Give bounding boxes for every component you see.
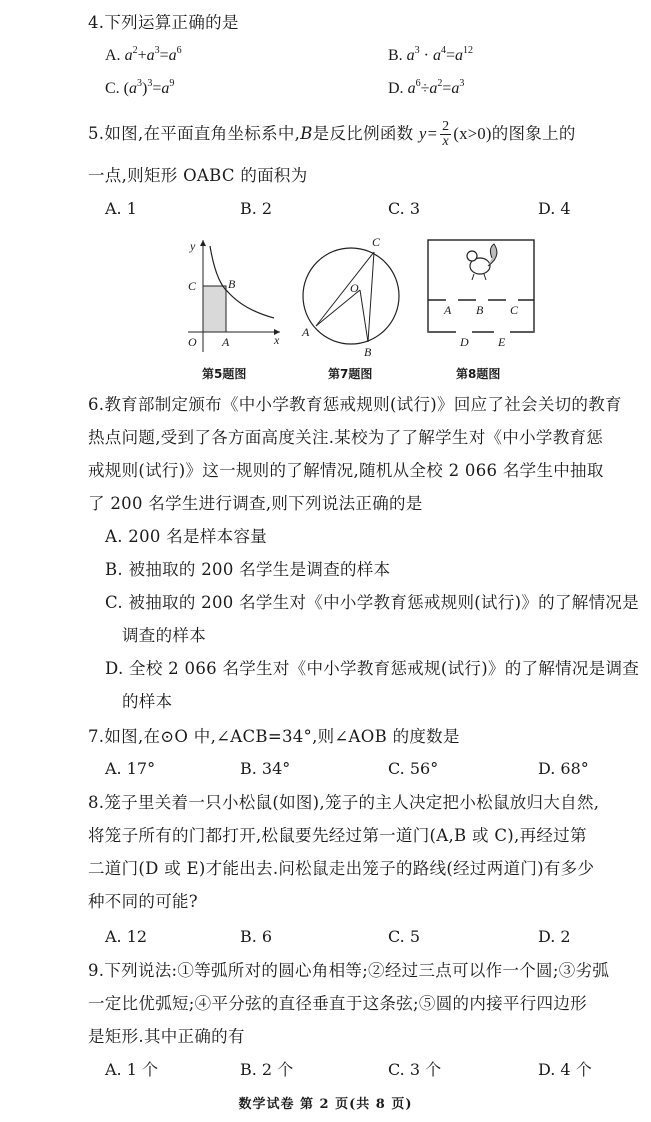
q9-option-b[interactable]: B. 2 个: [240, 1060, 294, 1079]
label-o: O: [350, 281, 359, 295]
q9-option-d[interactable]: D. 4 个: [538, 1060, 592, 1079]
q6-option-c-line2[interactable]: 调查的样本: [122, 626, 206, 645]
q9-option-a[interactable]: A. 1 个: [105, 1060, 158, 1079]
question-7-stem: 7.如图,在⊙O 中,∠ACB=34°,则∠AOB 的度数是: [88, 727, 460, 746]
q6-option-b[interactable]: B. 被抽取的 200 名学生是调查的样本: [105, 560, 391, 579]
q9-option-c[interactable]: C. 3 个: [388, 1060, 442, 1079]
q7-option-d[interactable]: D. 68°: [538, 759, 589, 778]
label-c: C: [372, 235, 381, 249]
q4-option-c[interactable]: C. $(a^3)^3=a^9$: [105, 78, 175, 97]
q8-option-c[interactable]: C. 5: [388, 927, 421, 946]
label-c: C: [188, 279, 197, 293]
label-b: B: [364, 345, 372, 359]
question-6-stem-line4: 了 200 名学生进行调查,则下列说法正确的是: [88, 494, 423, 513]
q7-option-c[interactable]: C. 56°: [388, 759, 439, 778]
label-b: B: [476, 303, 484, 317]
question-8-stem-line4: 种不同的可能?: [88, 892, 198, 911]
label-x: x: [274, 333, 280, 347]
question-9-stem-line3: 是矩形.其中正确的有: [88, 1027, 245, 1046]
label-c: C: [510, 303, 519, 317]
q5-option-c[interactable]: C. 3: [388, 199, 421, 218]
figure-5-coordinate-graph: [180, 232, 285, 360]
q4-option-a[interactable]: A. $a^2+a^3=a^6$: [105, 45, 182, 64]
question-9-stem-line1: 9.下列说法:①等弧所对的圆心角相等;②经过三点可以作一个圆;③劣弧: [88, 961, 610, 980]
q7-option-a[interactable]: A. 17°: [105, 759, 156, 778]
q5-option-b[interactable]: B. 2: [240, 199, 273, 218]
fraction-2-over-x: $\frac{2}{x}$: [442, 119, 450, 149]
q4-option-b[interactable]: B. $a^3 \cdot a^4=a^{12}$: [388, 45, 474, 64]
q8-option-d[interactable]: D. 2: [538, 927, 571, 946]
question-5-stem-line2: 一点,则矩形 OABC 的面积为: [88, 166, 308, 185]
q6-option-d-line1[interactable]: D. 全校 2 066 名学生对《中小学教育惩戒规(试行)》的了解情况是调查: [105, 659, 640, 678]
label-y: y: [190, 239, 196, 253]
question-5-stem-line1: 5.如图,在平面直角坐标系中,B是反比例函数 y= $\frac{2}{x}$ (x>0)的图象上的: [88, 119, 576, 149]
q5-option-a[interactable]: A. 1: [105, 199, 137, 218]
page-footer: 数学试卷 第 2 页(共 8 页): [238, 1097, 413, 1112]
label-o: O: [188, 335, 197, 349]
figure-7-caption: 第7题图: [328, 367, 373, 381]
label-e: E: [498, 335, 506, 349]
rectangle-oabc: [203, 286, 226, 332]
question-6-stem-line1: 6.教育部制定颁布《中小学教育惩戒规则(试行)》回应了社会关切的教育: [88, 395, 622, 414]
q6-option-c-line1[interactable]: C. 被抽取的 200 名学生对《中小学教育惩戒规则(试行)》的了解情况是: [105, 593, 639, 612]
question-8-stem-line3: 二道门(D 或 E)才能出去.问松鼠走出笼子的路线(经过两道门)有多少: [88, 859, 595, 878]
label-a: A: [222, 335, 230, 349]
q6-option-a[interactable]: A. 200 名是样本容量: [105, 527, 268, 546]
q6-option-d-line2[interactable]: 的样本: [122, 692, 173, 711]
figure-5-caption: 第5题图: [202, 367, 247, 381]
figure-8-cage: [422, 232, 540, 360]
q5-option-d[interactable]: D. 4: [538, 199, 571, 218]
q7-option-b[interactable]: B. 34°: [240, 759, 291, 778]
question-6-stem-line2: 热点问题,受到了各方面高度关注.某校为了了解学生对《中小学教育惩: [88, 428, 604, 447]
q8-option-b[interactable]: B. 6: [240, 927, 273, 946]
figure-8-caption: 第8题图: [456, 367, 501, 381]
question-8-stem-line1: 8.笼子里关着一只小松鼠(如图),笼子的主人决定把小松鼠放归大自然,: [88, 793, 600, 812]
label-a: A: [302, 325, 310, 339]
squirrel-icon: [467, 244, 497, 280]
label-b: B: [228, 277, 236, 291]
question-6-stem-line3: 戒规则(试行)》这一规则的了解情况,随机从全校 2 066 名学生中抽取: [88, 461, 604, 480]
label-a: A: [444, 303, 452, 317]
question-4-stem: 4.下列运算正确的是: [88, 13, 239, 32]
q4-option-d[interactable]: D. $a^6\div a^2=a^3$: [388, 78, 465, 97]
question-8-stem-line2: 将笼子所有的门都打开,松鼠要先经过第一道门(A,B 或 C),再经过第: [88, 826, 587, 845]
q8-option-a[interactable]: A. 12: [105, 927, 148, 946]
figure-7-circle: [296, 232, 406, 360]
label-d: D: [460, 335, 469, 349]
question-9-stem-line2: 一定比优弧短;④平分弦的直径垂直于这条弦;⑤圆的内接平行四边形: [88, 994, 587, 1013]
